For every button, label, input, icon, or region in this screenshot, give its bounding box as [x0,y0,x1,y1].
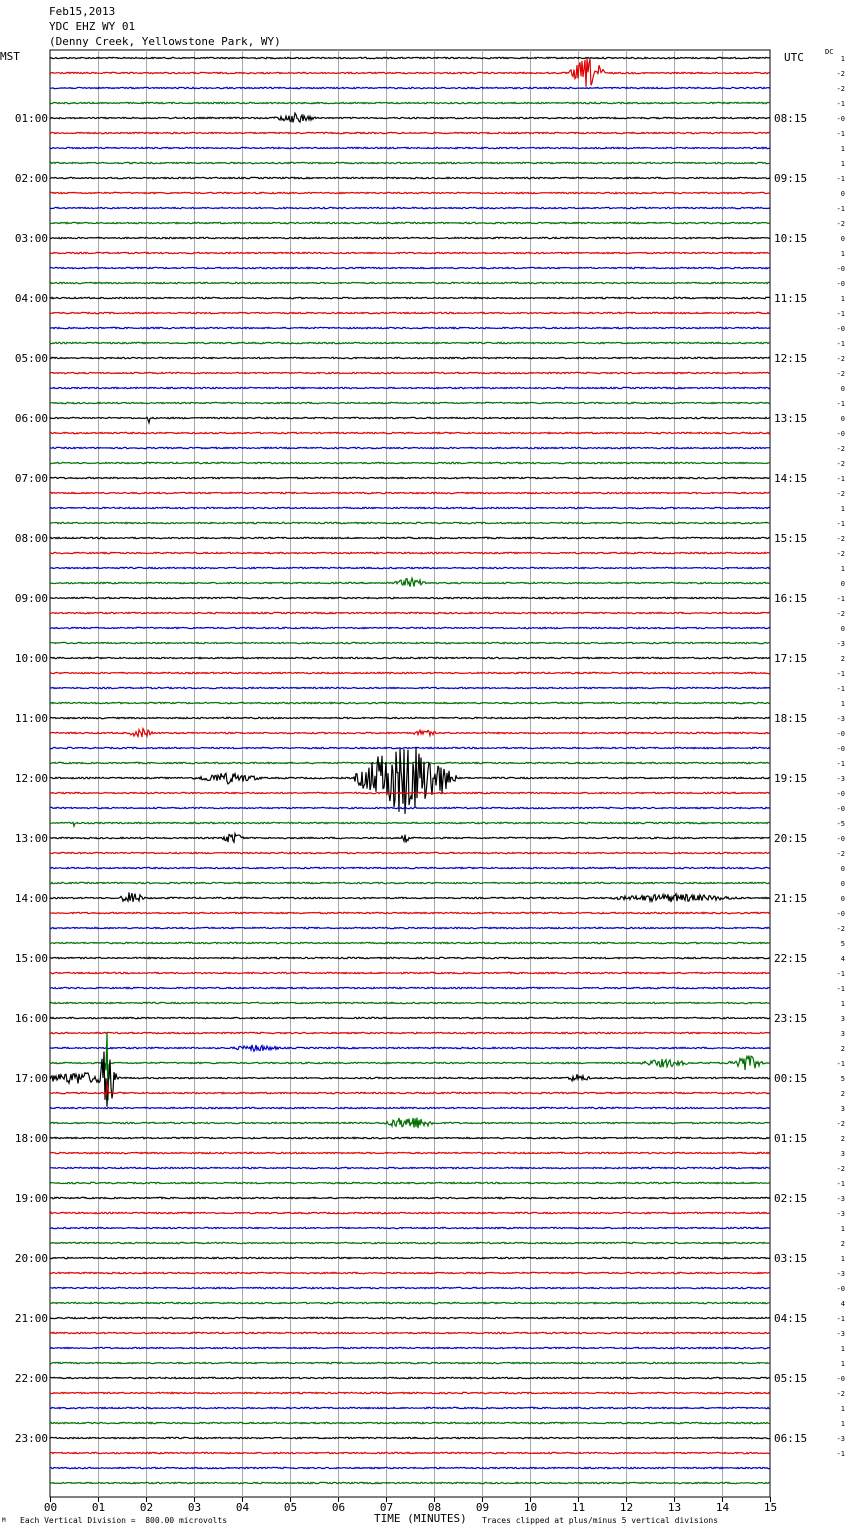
trace-40 [50,657,770,658]
dc-offset-value: -0 [836,910,845,918]
trace-54 [50,867,770,868]
dc-offset-value: 1 [840,1360,845,1368]
mst-hour-label: 05:00 [14,352,48,365]
trace-75 [50,1182,770,1183]
station-location: (Denny Creek, Yellowstone Park, WY) [49,35,281,48]
dc-offset-value: -1 [836,130,845,138]
dc-offset-value: 1 [840,160,845,168]
trace-4 [50,113,770,122]
dc-offset-value: -3 [836,1195,845,1203]
dc-offset-value: 2 [840,655,845,663]
mst-hour-label: 08:00 [14,532,48,545]
trace-10 [50,207,770,208]
dc-offset-value: 1 [840,295,845,303]
mst-hour-label: 16:00 [14,1012,48,1025]
mst-hour-label: 18:00 [14,1132,48,1145]
trace-87 [50,1362,770,1363]
trace-13 [50,252,770,253]
dc-offset-value: -3 [836,1435,845,1443]
trace-90 [50,1407,770,1408]
dc-offset-value: -0 [836,835,845,843]
trace-19 [50,342,770,343]
dc-offset-value: -1 [836,205,845,213]
trace-41 [50,672,770,673]
x-tick-label: 12 [619,1501,634,1514]
x-tick-label: 14 [715,1501,730,1514]
dc-offset-value: -1 [836,595,845,603]
trace-56 [50,893,770,903]
dc-offset-value: -2 [836,1120,845,1128]
dc-offset-value: -1 [836,685,845,693]
mst-hour-label: 06:00 [14,412,48,425]
dc-offset-value: 1 [840,1255,845,1263]
x-tick-label: 02 [139,1501,154,1514]
dc-offset-value: 0 [840,865,845,873]
x-tick-label: 09 [475,1501,490,1514]
dc-offset-value: -2 [836,610,845,618]
dc-offset-value: -2 [836,490,845,498]
dc-offset-value: 4 [840,1300,845,1308]
trace-95 [50,1482,770,1483]
trace-12 [50,237,770,238]
trace-79 [50,1242,770,1243]
trace-32 [50,537,770,538]
utc-hour-label: 13:15 [774,412,808,425]
mst-hour-label: 02:00 [14,172,48,185]
trace-37 [50,612,770,613]
trace-84 [50,1317,770,1318]
dc-offset-header: DC [825,48,834,56]
dc-offset-value: 2 [840,1135,845,1143]
dc-offset-value: 5 [840,940,845,948]
utc-hour-label: 14:15 [774,472,808,485]
trace-24 [50,417,770,423]
mst-hour-label: 04:00 [14,292,48,305]
x-tick-label: 03 [187,1501,202,1514]
corner-mark: M [2,1517,6,1524]
x-tick-label: 10 [523,1501,538,1514]
mst-hour-label: 21:00 [14,1312,48,1325]
trace-60 [50,957,770,958]
trace-78 [50,1227,770,1228]
trace-63 [50,1002,770,1003]
mst-hour-label: 01:00 [14,112,48,125]
trace-1 [50,58,770,87]
dc-offset-value: 1 [840,1000,845,1008]
utc-hour-label: 06:15 [774,1432,808,1445]
dc-offset-value: 3 [840,1030,845,1038]
trace-65 [50,1032,770,1033]
dc-offset-value: -2 [836,460,845,468]
dc-offset-value: 0 [840,235,845,243]
mst-hour-label: 22:00 [14,1372,48,1385]
clipping-note: Traces clipped at plus/minus 5 vertical divisions [482,1516,719,1525]
dc-offset-value: -2 [836,1165,845,1173]
dc-offset-value: -1 [836,520,845,528]
trace-5 [50,132,770,133]
trace-46 [50,747,770,748]
trace-73 [50,1152,770,1153]
dc-offset-value: -0 [836,430,845,438]
dc-offset-value: -1 [836,970,845,978]
dc-offset-value: 0 [840,580,845,588]
trace-92 [50,1437,770,1438]
x-tick-label: 07 [379,1501,394,1514]
utc-hour-label: 05:15 [774,1372,808,1385]
trace-51 [50,822,770,826]
trace-93 [50,1452,770,1453]
utc-hour-label: 03:15 [774,1252,808,1265]
dc-offset-value: -2 [836,370,845,378]
trace-35 [50,578,770,587]
mst-hour-label: 20:00 [14,1252,48,1265]
x-tick-label: 08 [427,1501,442,1514]
trace-7 [50,162,770,163]
trace-50 [50,807,770,808]
dc-offset-value: 1 [840,1345,845,1353]
trace-83 [50,1302,770,1303]
mst-hour-label: 13:00 [14,832,48,845]
dc-offset-value: 0 [840,895,845,903]
trace-64 [50,1017,770,1018]
station-id: YDC EHZ WY 01 [49,20,136,33]
x-tick-label: 11 [571,1501,586,1514]
trace-31 [50,522,770,523]
trace-76 [50,1197,770,1198]
dc-offset-value: -2 [836,445,845,453]
dc-offset-value: 3 [840,1150,845,1158]
dc-offset-value: -0 [836,325,845,333]
left-timezone-label: MST [0,50,20,63]
trace-66 [50,1045,770,1051]
trace-67 [50,1032,770,1100]
utc-hour-label: 02:15 [774,1192,808,1205]
trace-91 [50,1422,770,1423]
dc-offset-value: -1 [836,1180,845,1188]
dc-offset-value: 0 [840,625,845,633]
trace-61 [50,972,770,973]
trace-36 [50,597,770,598]
dc-offset-value: -1 [836,760,845,768]
utc-hour-label: 15:15 [774,532,808,545]
mst-hour-label: 07:00 [14,472,48,485]
x-tick-label: 05 [283,1501,298,1514]
vertical-scale-note: Each Vertical Division = 800.00 microvolts [20,1516,228,1525]
utc-hour-label: 16:15 [774,592,808,605]
trace-15 [50,282,770,283]
dc-offset-value: 2 [840,1240,845,1248]
trace-38 [50,627,770,628]
trace-16 [50,297,770,298]
trace-3 [50,102,770,103]
dc-offset-value: 5 [840,1075,845,1083]
dc-offset-value: -1 [836,100,845,108]
dc-offset-value: 0 [840,415,845,423]
trace-86 [50,1347,770,1348]
trace-18 [50,327,770,328]
utc-hour-label: 17:15 [774,652,808,665]
mst-hour-label: 12:00 [14,772,48,785]
dc-offset-value: 4 [840,955,845,963]
trace-58 [50,927,770,928]
trace-42 [50,687,770,688]
dc-offset-value: -1 [836,475,845,483]
plot-frame [50,50,770,1497]
trace-49 [50,792,770,793]
dc-offset-value: -0 [836,1285,845,1293]
mst-hour-label: 17:00 [14,1072,48,1085]
trace-81 [50,1272,770,1273]
trace-55 [50,882,770,883]
trace-6 [50,147,770,148]
x-tick-label: 00 [43,1501,58,1514]
utc-hour-label: 00:15 [774,1072,808,1085]
dc-offset-value: 1 [840,700,845,708]
trace-22 [50,387,770,388]
trace-2 [50,87,770,88]
dc-offset-value: -1 [836,1315,845,1323]
x-tick-label: 15 [763,1501,778,1514]
trace-47 [50,762,770,763]
trace-71 [50,1118,770,1129]
trace-62 [50,987,770,988]
trace-8 [50,177,770,178]
utc-hour-label: 23:15 [774,1012,808,1025]
dc-offset-value: -0 [836,1375,845,1383]
dc-offset-value: -2 [836,220,845,228]
utc-hour-label: 18:15 [774,712,808,725]
utc-hour-label: 01:15 [774,1132,808,1145]
mst-hour-label: 19:00 [14,1192,48,1205]
x-tick-label: 06 [331,1501,346,1514]
trace-72 [50,1137,770,1138]
trace-21 [50,372,770,373]
dc-offset-value: -1 [836,670,845,678]
x-tick-label: 13 [667,1501,682,1514]
dc-offset-value: -2 [836,925,845,933]
utc-hour-label: 04:15 [774,1312,808,1325]
trace-85 [50,1332,770,1333]
dc-offset-value: 0 [840,190,845,198]
trace-23 [50,402,770,403]
trace-34 [50,567,770,568]
utc-hour-label: 10:15 [774,232,808,245]
dc-offset-value: 0 [840,385,845,393]
trace-33 [50,552,770,553]
trace-70 [50,1107,770,1108]
dc-offset-value: 1 [840,565,845,573]
trace-69 [50,1083,770,1097]
mst-hour-label: 09:00 [14,592,48,605]
trace-53 [50,852,770,853]
trace-29 [50,492,770,493]
trace-82 [50,1287,770,1288]
trace-39 [50,642,770,643]
utc-hour-label: 21:15 [774,892,808,905]
mst-hour-label: 23:00 [14,1432,48,1445]
trace-80 [50,1257,770,1258]
dc-offset-value: -0 [836,265,845,273]
trace-43 [50,702,770,703]
trace-88 [50,1377,770,1378]
trace-28 [50,477,770,478]
dc-offset-value: -0 [836,790,845,798]
dc-offset-value: -1 [836,985,845,993]
dc-offset-value: -2 [836,850,845,858]
dc-offset-value: 2 [840,1045,845,1053]
trace-59 [50,942,770,943]
dc-offset-value: -1 [836,310,845,318]
mst-hour-label: 15:00 [14,952,48,965]
dc-offset-value: 1 [840,55,845,63]
dc-offset-value: -5 [836,820,845,828]
dc-offset-value: -0 [836,730,845,738]
dc-offset-value: -2 [836,550,845,558]
dc-offset-value: 1 [840,250,845,258]
utc-hour-label: 20:15 [774,832,808,845]
trace-11 [50,222,770,223]
dc-offset-value: -0 [836,805,845,813]
trace-25 [50,432,770,433]
dc-offset-value: -1 [836,1450,845,1458]
trace-30 [50,507,770,508]
trace-44 [50,717,770,718]
x-tick-label: 04 [235,1501,250,1514]
mst-hour-label: 03:00 [14,232,48,245]
trace-57 [50,912,770,913]
dc-offset-value: -3 [836,1330,845,1338]
dc-offset-value: -2 [836,355,845,363]
utc-hour-label: 22:15 [774,952,808,965]
dc-offset-value: -2 [836,1390,845,1398]
trace-94 [50,1467,770,1468]
dc-offset-value: 2 [840,1090,845,1098]
dc-offset-value: -3 [836,1210,845,1218]
x-tick-label: 01 [91,1501,106,1514]
dc-offset-value: -0 [836,280,845,288]
dc-offset-value: 3 [840,1105,845,1113]
utc-hour-label: 08:15 [774,112,808,125]
trace-89 [50,1392,770,1393]
dc-offset-value: 1 [840,1405,845,1413]
trace-0 [50,57,770,58]
dc-offset-value: -3 [836,1270,845,1278]
dc-offset-value: 1 [840,1225,845,1233]
dc-offset-value: -2 [836,70,845,78]
mst-hour-label: 14:00 [14,892,48,905]
dc-offset-value: -1 [836,175,845,183]
dc-offset-value: 1 [840,145,845,153]
dc-offset-value: -1 [836,1060,845,1068]
trace-48 [50,747,770,814]
mst-hour-label: 10:00 [14,652,48,665]
utc-hour-label: 11:15 [774,292,808,305]
right-timezone-label: UTC [784,51,804,64]
trace-17 [50,312,770,313]
trace-74 [50,1167,770,1168]
dc-offset-value: -3 [836,775,845,783]
utc-hour-label: 19:15 [774,772,808,785]
utc-hour-label: 12:15 [774,352,808,365]
dc-offset-value: 0 [840,880,845,888]
utc-hour-label: 09:15 [774,172,808,185]
dc-offset-value: -2 [836,535,845,543]
dc-offset-value: 1 [840,505,845,513]
trace-27 [50,462,770,463]
trace-9 [50,192,770,193]
dc-offset-value: 1 [840,1420,845,1428]
dc-offset-value: -3 [836,640,845,648]
dc-offset-value: -0 [836,745,845,753]
dc-offset-value: 3 [840,1015,845,1023]
x-axis-label: TIME (MINUTES) [374,1512,467,1525]
plot-date: Feb15,2013 [49,5,116,18]
trace-26 [50,447,770,448]
mst-hour-label: 11:00 [14,712,48,725]
dc-offset-value: -2 [836,85,845,93]
dc-offset-value: -0 [836,115,845,123]
trace-20 [50,357,770,358]
trace-77 [50,1212,770,1213]
trace-45 [50,729,770,737]
trace-52 [50,834,770,843]
trace-14 [50,267,770,268]
dc-offset-value: -1 [836,340,845,348]
dc-offset-value: -3 [836,715,845,723]
dc-offset-value: -1 [836,400,845,408]
